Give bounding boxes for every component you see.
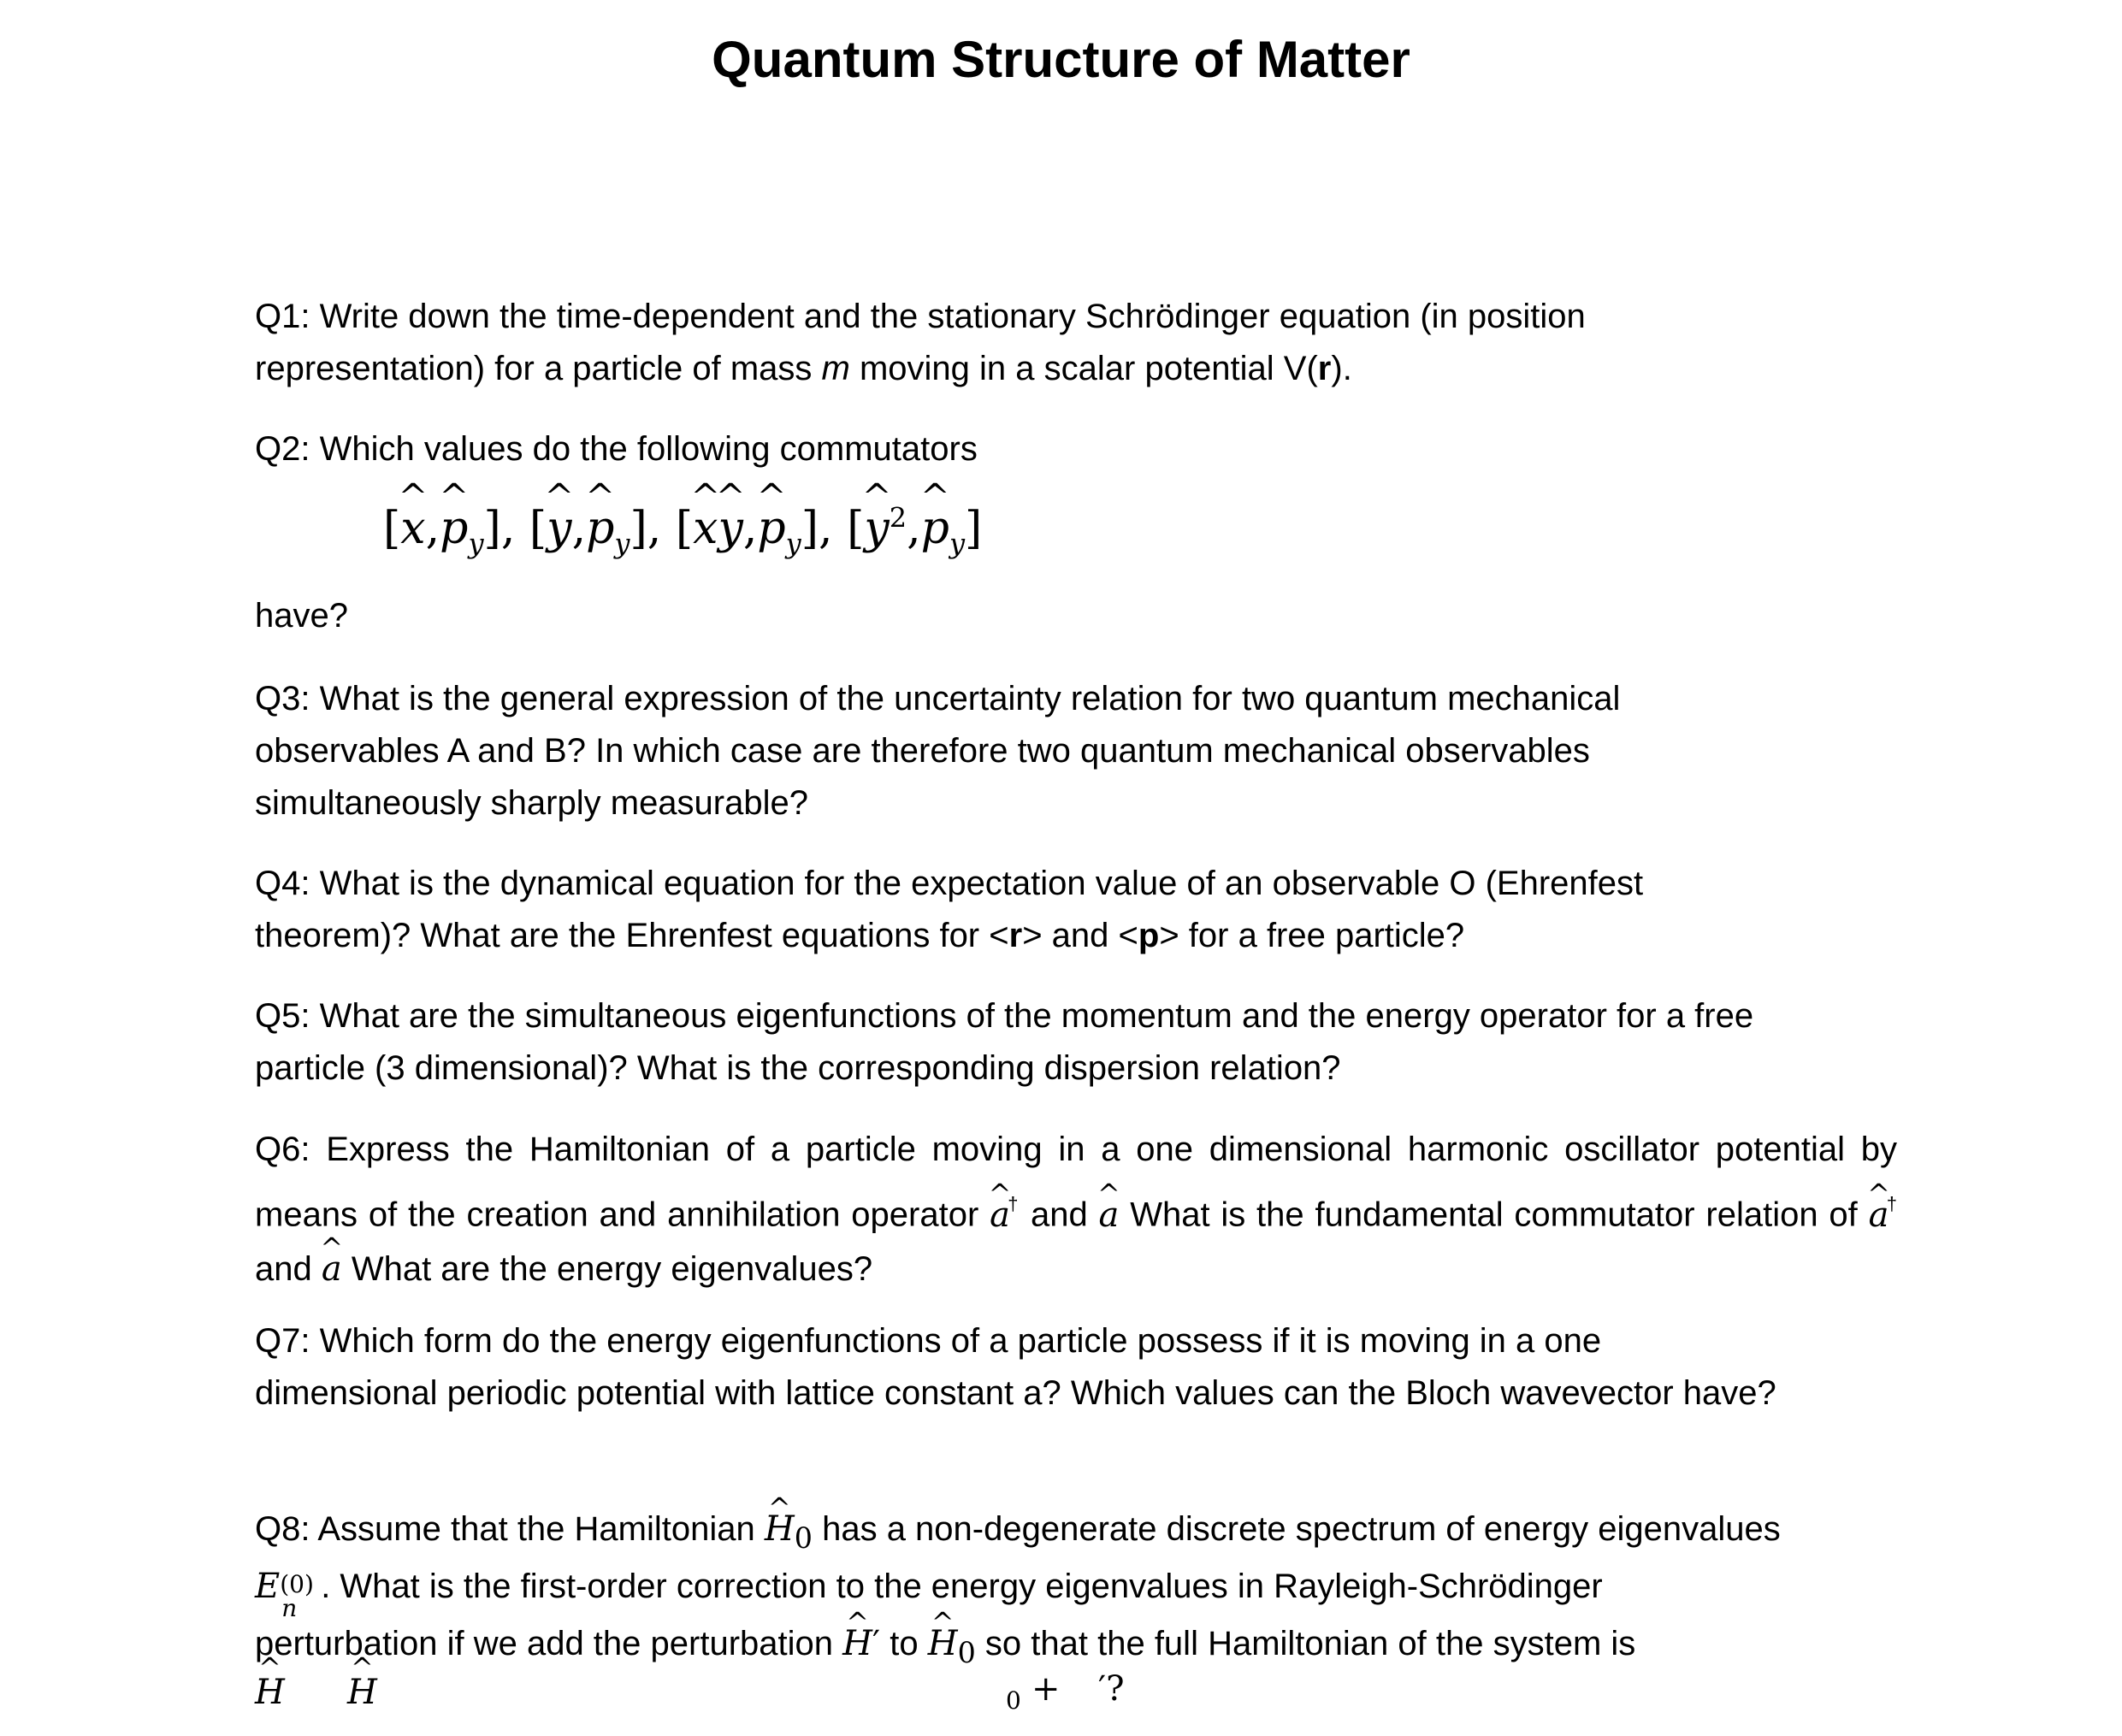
annihilation-operator: ^ a bbox=[1099, 1189, 1120, 1243]
q3-line-1: Q3: What is the general expression of the uncertainty relation for two quantum mechanical bbox=[255, 680, 1621, 717]
question-3 bbox=[255, 673, 1897, 830]
question-4 bbox=[255, 858, 1897, 962]
mass-symbol: m bbox=[821, 350, 850, 387]
energy-symbol: E bbox=[255, 1567, 281, 1606]
subscript-y: y bbox=[468, 527, 484, 560]
hamiltonian-symbol: ^ H bbox=[765, 1501, 795, 1558]
p-operator: ^ p bbox=[757, 503, 785, 554]
question-1 bbox=[255, 291, 1897, 395]
prime-question: ′? bbox=[1098, 1669, 1125, 1709]
q8-text: . What is the first-order correction to the energy eigenvalues in Rayleigh-Schrödinger bbox=[321, 1568, 1603, 1605]
question-2 bbox=[255, 423, 1897, 475]
q8-equation-line bbox=[255, 1668, 1196, 1720]
subscript-y: y bbox=[614, 527, 630, 560]
p-operator: ^ p bbox=[440, 503, 468, 554]
q1-line-1: Q1: Write down the time-dependent and the stationary Schrödinger equation (in position bbox=[255, 298, 1586, 335]
q7-line-1: Q7: Which form do the energy eigenfunctions of a particle possess if it is moving in a one bbox=[255, 1322, 1602, 1360]
question-6 bbox=[255, 1123, 1897, 1296]
q3-line-3: simultaneously sharply measurable? bbox=[255, 784, 808, 822]
q4-line-1: Q4: What is the dynamical equation for the expectation value of an observable O (Ehrenfest bbox=[255, 865, 1644, 902]
y-operator: ^ y bbox=[718, 503, 742, 554]
q5-line-1: Q5: What are the simultaneous eigenfunctions of the momentum and the energy operator for a free bbox=[255, 997, 1754, 1035]
question-7 bbox=[255, 1315, 1897, 1420]
hamiltonian-symbol: ^ H bbox=[842, 1615, 872, 1673]
x-operator: ^ x bbox=[693, 503, 718, 554]
q8-text: so that the full Hamiltonian of the system is bbox=[975, 1625, 1636, 1662]
creation-operator: ^ a bbox=[1869, 1189, 1889, 1243]
q3-line-2: observables A and B? In which case are therefore two quantum mechanical observables bbox=[255, 732, 1590, 770]
subscript-zero: 0 bbox=[794, 1521, 813, 1555]
q8-text: to bbox=[880, 1625, 928, 1662]
commutators-formula: [^ x,^ $p_y$], [^ y,^ $p_y$], [^ x^ y,^ $p_y$], [^ $y^2,\^{}$ $p_y$] bbox=[383, 503, 982, 554]
q1-text: ). bbox=[1331, 350, 1352, 387]
q2-line-2: have? bbox=[255, 597, 348, 635]
q1-text: representation) for a particle of mass bbox=[255, 350, 822, 387]
question-5 bbox=[255, 990, 1897, 1095]
p-operator: ^ p bbox=[921, 503, 949, 554]
subscript-zero: 0 bbox=[1006, 1686, 1021, 1715]
dagger-symbol: † bbox=[1885, 1193, 1897, 1214]
position-vector: r bbox=[1008, 917, 1023, 954]
q4-text: > for a free particle? bbox=[1159, 917, 1465, 954]
subscript-zero: 0 bbox=[957, 1636, 976, 1669]
question-2-end bbox=[255, 590, 1897, 642]
prime-symbol: ′ bbox=[872, 1624, 881, 1663]
q8-text: Q8: Assume that the Hamiltonian bbox=[255, 1510, 765, 1548]
p-operator: ^ p bbox=[586, 503, 614, 554]
superscript-two: 2 bbox=[889, 501, 907, 534]
q2-line-1: Q2: Which values do the following commutators bbox=[255, 430, 978, 468]
q8-text: perturbation if we add the perturbation bbox=[255, 1625, 843, 1662]
q4-text: theorem)? What are the Ehrenfest equations for < bbox=[255, 917, 1009, 954]
q6-text: and bbox=[255, 1249, 322, 1288]
hamiltonian-symbol: ^ H bbox=[255, 1673, 285, 1712]
hamiltonian-symbol: ^ H bbox=[928, 1615, 958, 1673]
y-operator: ^ y bbox=[547, 503, 571, 554]
x-operator: ^ x bbox=[400, 503, 425, 554]
subscript-y: y bbox=[785, 527, 801, 560]
page-title: Quantum Structure of Matter bbox=[712, 31, 1410, 88]
question-8: Q8: Assume that the Hamiltonian ^ $H_0$ has a non-degenerate discrete spectrum of energy eigenvalues E (0) n . What is the first-order correction to the energy eigenvalues in Rayleigh-Schrödinger perturbation if we add the perturbation ^ H′ to ^ $H_0$ so that the full Hamiltonian of the system is bbox=[255, 1501, 1897, 1673]
q6-text: What is the fundamental commutator relation of bbox=[1119, 1196, 1869, 1234]
position-vector: r bbox=[1317, 350, 1332, 387]
annihilation-operator: ^ a bbox=[322, 1243, 342, 1296]
q7-line-2: dimensional periodic potential with lattice constant a? Which values can the Bloch wavevector have? bbox=[255, 1374, 1776, 1412]
q6-text: Q6: Express the Hamiltonian of a particle moving in a one dimensional harmonic oscillator potential by means of the creation and annihilation operator bbox=[255, 1131, 1897, 1234]
creation-operator: ^ a bbox=[990, 1189, 1010, 1243]
q4-text: > and < bbox=[1022, 917, 1138, 954]
subscript-y: y bbox=[949, 527, 966, 560]
q1-text: moving in a scalar potential V( bbox=[849, 350, 1318, 387]
hamiltonian-symbol: ^ H bbox=[347, 1673, 377, 1712]
dagger-symbol: † bbox=[1006, 1193, 1020, 1214]
q6-text: and bbox=[1020, 1196, 1099, 1234]
momentum-vector: p bbox=[1138, 917, 1160, 954]
q5-line-2: particle (3 dimensional)? What is the corresponding dispersion relation? bbox=[255, 1049, 1341, 1087]
q6-text: What are the energy eigenvalues? bbox=[341, 1249, 873, 1288]
y-operator: ^ y bbox=[864, 503, 889, 554]
q8-text: has a non-degenerate discrete spectrum of energy eigenvalues bbox=[812, 1510, 1781, 1548]
plus-symbol: + bbox=[1031, 1669, 1061, 1709]
